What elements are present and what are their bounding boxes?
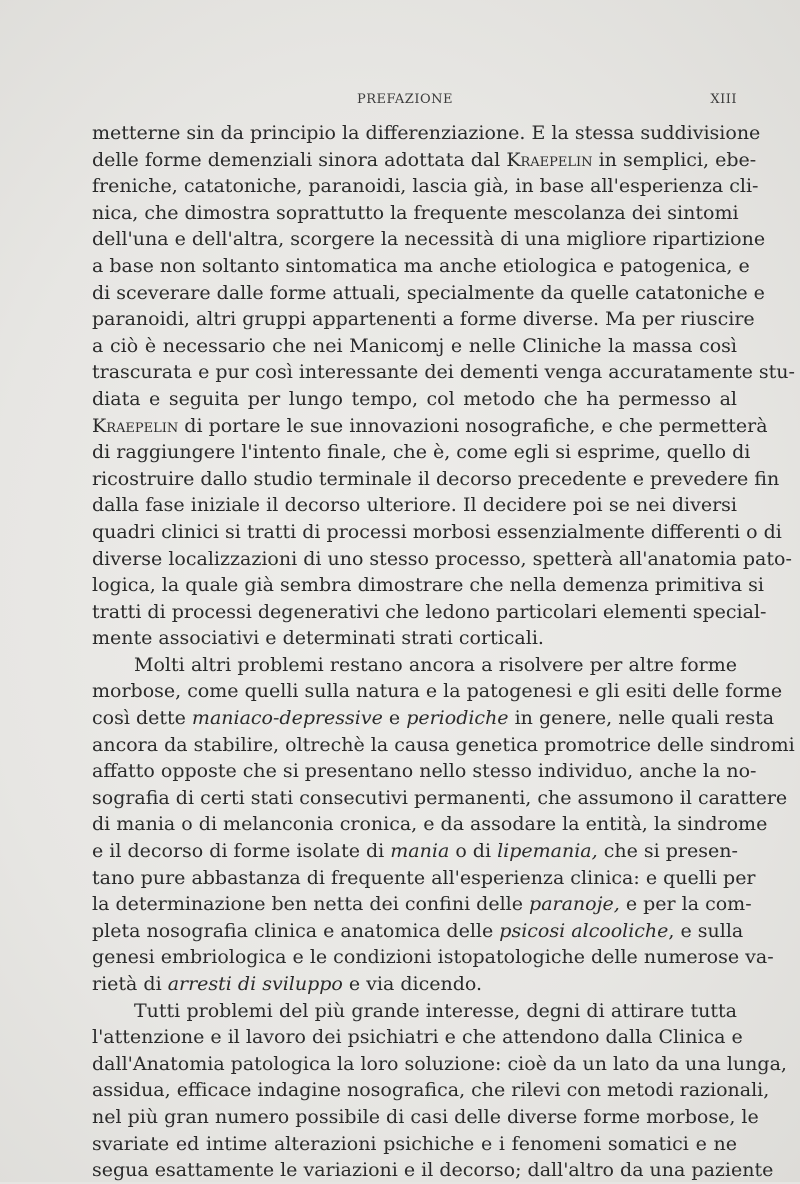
text-run: svariate ed intime alterazioni psichiche e i fenomeni somatici e ne [92,1132,737,1155]
text-run: a ciò è necessario che nei Manicomj e nelle Cliniche la massa così [92,334,737,357]
text-line [92,891,752,918]
text-run: tratti di processi degenerativi che ledono particolari elementi special- [92,600,767,623]
text-run: sografia di certi stati consecutivi permanenti, che assumono il carattere [92,786,788,809]
text-run: periodiche [406,707,509,730]
text-line [92,572,764,599]
text-run: arresti di sviluppo [167,973,343,995]
text-run: lipemania, [497,840,598,863]
text-run: in genere, nelle quali resta [508,707,775,730]
text-run: ancora da stabilire, oltrechè la causa genetica promotrice delle sindromi [92,733,795,756]
text-run: , e sulla [668,919,744,942]
text-run: di portare le sue innovazioni nosografiche, e che permetterà [178,414,768,437]
text-run: maniaco-depressive [191,707,383,730]
text-run: tano pure abbastanza di frequente all'esperienza clinica: e quelli per [92,866,756,889]
text-line [92,439,751,466]
text-run: trascurata e pur così interessante dei dementi venga accuratamente stu- [92,361,795,384]
text-run: Kraepelin [92,414,179,437]
text-run: Kraepelin [506,148,593,171]
text-line [92,413,768,440]
text-run: Molti altri problemi restano ancora a risolvere per altre forme [134,653,737,676]
text-line [92,253,750,280]
text-line [92,1024,743,1051]
text-line [92,599,767,626]
text-run: dell'una e dell'altra, scorgere la necessità di una migliore ripartizione [92,228,766,251]
text-run: assidua, efficace indagine nosografica, che rilevi con metodi razionali, [92,1079,770,1102]
text-run: la determinazione ben netta dei confini delle [92,893,530,916]
text-run: paranoje, [529,893,620,916]
text-line [92,1131,737,1158]
text-run: così dette [92,707,192,730]
text-line [92,865,756,892]
text-line [92,811,768,838]
text-line [92,1104,759,1131]
text-run: diata e seguita per lungo tempo, col metodo che ha permesso al [92,387,737,410]
text-line [92,652,737,679]
text-run: Tutti problemi del più grande interesse, degni di attirare tutta [134,999,737,1022]
text-run: e il decorso di forme isolate di [92,840,391,863]
text-line [92,678,783,705]
text-run: dall'Anatomia patologica la loro soluzione: cioè da un lato da una lunga, [92,1052,787,1075]
body-text [92,120,795,1184]
text-run: nica, che dimostra soprattutto la frequente mescolanza dei sintomi [92,201,739,224]
running-title: PREFAZIONE [357,92,453,107]
text-run: mania [390,840,450,863]
text-line [92,492,737,519]
text-line [92,918,744,945]
text-run: ricostruire dallo studio terminale il decorso precedente e prevedere fin [92,467,780,490]
text-run: diverse localizzazioni di uno stesso processo, spetterà all'anatomia pato- [92,547,792,570]
text-line [92,359,795,386]
text-line [92,944,774,971]
running-header [92,92,737,112]
text-run: morbose, come quelli sulla natura e la patogenesi e gli esiti delle forme [92,680,783,703]
text-line [92,1157,774,1184]
text-line [92,971,737,998]
text-run: affatto opposte che si presentano nello stesso individuo, anche la no- [92,760,757,783]
text-run: freniche, catatoniche, paranoidi, lascia già, in base all'esperienza cli- [92,175,759,198]
text-line [92,226,766,253]
text-line [92,173,759,200]
text-run: pleta nosografia clinica e anatomica delle [92,919,500,942]
text-run: che si presen- [597,840,738,863]
text-run: dalla fase iniziale il decorso ulteriore. Il decidere poi se nei diversi [92,494,737,517]
page-number: XIII [710,92,737,107]
text-line [92,1077,770,1104]
text-run: a base non soltanto sintomatica ma anche etiologica e patogenica, e [92,254,750,277]
text-run: di sceverare dalle forme attuali, specialmente da quelle catatoniche e [92,281,765,304]
text-run: nel più gran numero possibile di casi delle diverse forme morbose, le [92,1105,759,1128]
text-run: paranoidi, altri gruppi appartenenti a forme diverse. Ma per riuscire [92,308,755,331]
text-line [92,280,765,307]
text-line [92,519,782,546]
text-run: segua esattamente le variazioni e il decorso; dall'altro da una paziente [92,1159,774,1182]
text-run: in semplici, ebe- [592,148,757,171]
text-run: psicosi alcooliche [499,919,669,942]
text-line [92,466,780,493]
text-run: delle forme demenziali sinora adottata dal [92,148,507,171]
text-run: e per la com- [619,893,752,916]
text-run: genesi embriologica e le condizioni istopatologiche delle numerose va- [92,946,774,969]
text-line [92,838,737,865]
text-run: e via dicendo. [342,973,483,995]
text-line [92,732,795,759]
text-run: rietà di [92,973,168,995]
text-run: mente associativi e determinati strati corticali. [92,627,544,650]
text-run: logica, la quale già sembra dimostrare che nella demenza primitiva si [92,574,764,597]
text-line [92,625,737,652]
text-line [92,705,775,732]
text-line [92,1051,787,1078]
text-line [92,306,755,333]
text-line [92,998,737,1025]
text-line [92,785,788,812]
text-line [92,758,757,785]
text-run: quadri clinici si tratti di processi morbosi essenzialmente differenti o di [92,520,782,543]
text-line [92,386,737,413]
text-run: metterne sin da principio la differenziazione. E la stessa suddivisione [92,122,761,144]
text-line [92,546,792,573]
text-run: o di [449,840,498,863]
text-line [92,333,737,360]
text-run: e [382,707,407,730]
text-line [92,200,737,227]
text-run: di raggiungere l'intento finale, che è, come egli si esprime, quello di [92,441,751,464]
text-line [92,120,761,147]
text-run: l'attenzione e il lavoro dei psichiatri e che attendono dalla Clinica e [92,1026,743,1049]
text-run: di mania o di melanconia cronica, e da assodare la entità, la sindrome [92,813,768,836]
text-line [92,147,757,174]
